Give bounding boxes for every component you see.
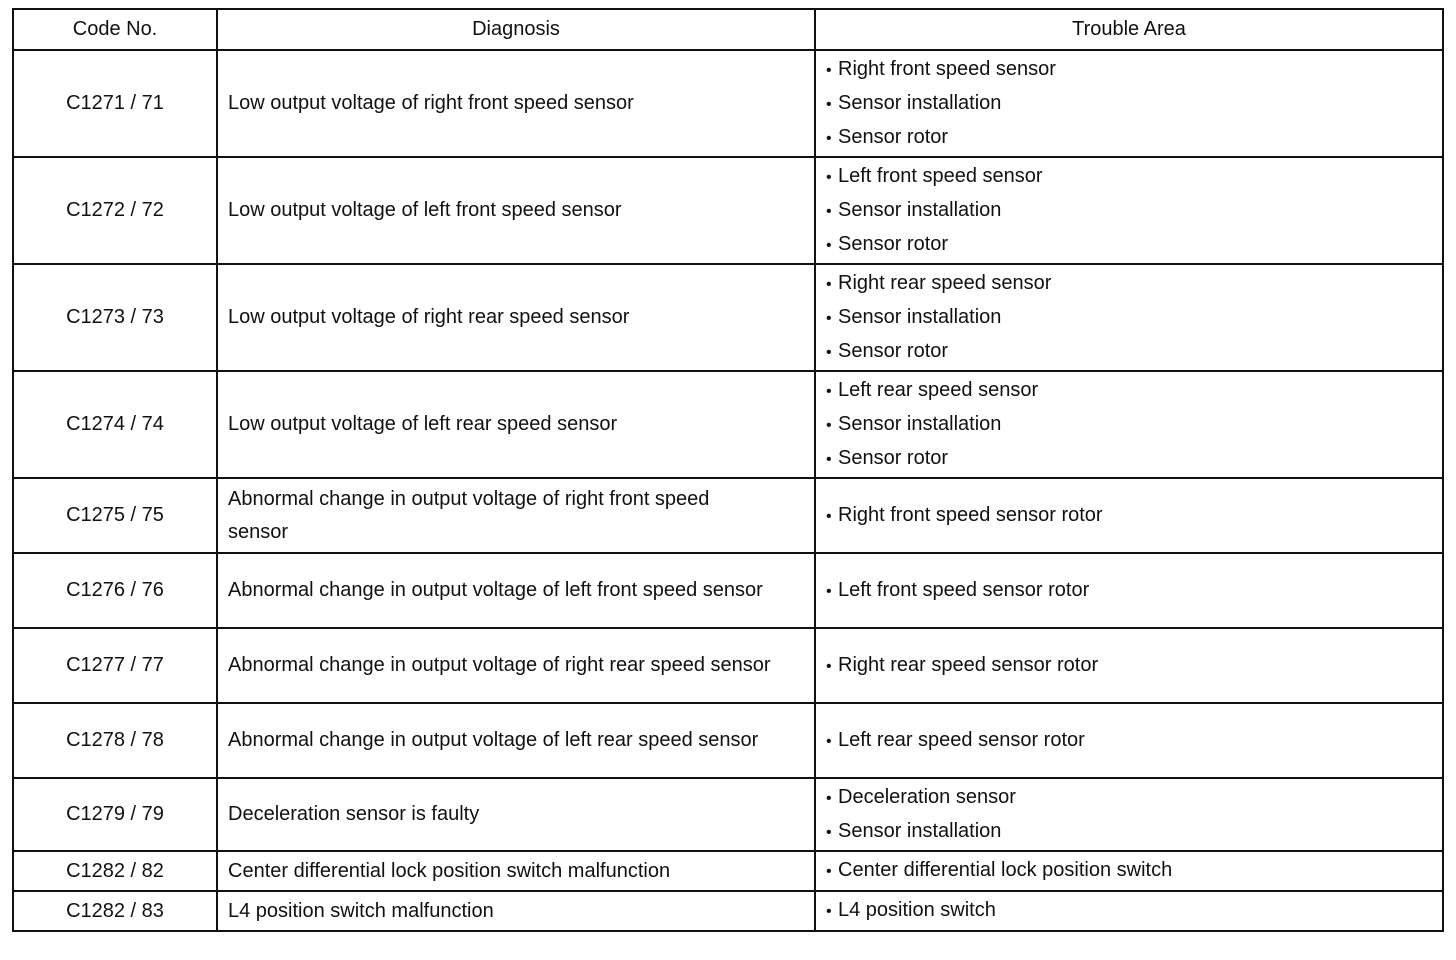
diagnosis-cell: Low output voltage of right rear speed sensor [217, 264, 815, 371]
code-cell: C1273 / 73 [13, 264, 217, 371]
diagnosis-cell: Low output voltage of left rear speed sensor [217, 371, 815, 478]
trouble-area-text: Sensor installation [838, 198, 1002, 221]
trouble-area-text: Left rear speed sensor [838, 378, 1039, 401]
trouble-area-cell [815, 50, 1443, 157]
trouble-area-cell [815, 703, 1443, 778]
table-header [13, 9, 1443, 50]
trouble-area-list [826, 160, 1442, 262]
trouble-area-text: Sensor installation [838, 91, 1002, 114]
table-row [13, 778, 1443, 851]
trouble-area-item [826, 228, 1442, 262]
trouble-area-text: Sensor installation [838, 412, 1002, 435]
header-trouble-area: Trouble Area [815, 9, 1443, 50]
trouble-area-item [826, 160, 1442, 194]
diagnosis-cell: Abnormal change in output voltage of right front speed sensor [217, 478, 815, 553]
trouble-area-list [826, 894, 1442, 928]
code-cell: C1278 / 78 [13, 703, 217, 778]
trouble-area-item [826, 374, 1442, 408]
trouble-area-cell [815, 553, 1443, 628]
bullet-icon: • [826, 129, 832, 147]
diagnosis-cell: Abnormal change in output voltage of right rear speed sensor [217, 628, 815, 703]
trouble-area-list [826, 649, 1442, 683]
bullet-icon: • [826, 863, 832, 880]
bullet-icon: • [826, 789, 832, 807]
trouble-area-text: Sensor installation [838, 819, 1002, 842]
trouble-area-cell [815, 891, 1443, 931]
trouble-area-text: Sensor installation [838, 305, 1002, 328]
table-body [13, 50, 1443, 931]
trouble-area-item [826, 649, 1442, 683]
trouble-area-item [826, 301, 1442, 335]
diagnosis-cell: Deceleration sensor is faulty [217, 778, 815, 851]
trouble-area-text: Sensor rotor [838, 446, 949, 469]
bullet-icon: • [826, 732, 832, 750]
trouble-area-item [826, 894, 1442, 928]
diagnosis-cell: Low output voltage of left front speed sensor [217, 157, 815, 264]
diagnostic-code-table [12, 8, 1444, 932]
trouble-area-item [826, 53, 1442, 87]
code-cell: C1271 / 71 [13, 50, 217, 157]
table-row [13, 264, 1443, 371]
code-cell: C1274 / 74 [13, 371, 217, 478]
table-row [13, 157, 1443, 264]
bullet-icon: • [826, 202, 832, 220]
diagnosis-cell: L4 position switch malfunction [217, 891, 815, 931]
header-diagnosis: Diagnosis [217, 9, 815, 50]
trouble-area-text: Left rear speed sensor rotor [838, 728, 1085, 751]
trouble-area-text: Right front speed sensor rotor [838, 503, 1103, 526]
trouble-area-text: Right rear speed sensor [838, 271, 1052, 294]
trouble-area-text: Deceleration sensor [838, 785, 1016, 808]
table-row [13, 851, 1443, 891]
header-code-no: Code No. [13, 9, 217, 50]
table-row [13, 891, 1443, 931]
trouble-area-text: Right rear speed sensor rotor [838, 653, 1099, 676]
code-cell: C1282 / 82 [13, 851, 217, 891]
trouble-area-text: Sensor rotor [838, 232, 949, 255]
bullet-icon: • [826, 450, 832, 468]
trouble-area-cell [815, 371, 1443, 478]
trouble-area-text: Center differential lock position switch [838, 859, 1173, 881]
code-cell: C1272 / 72 [13, 157, 217, 264]
bullet-icon: • [826, 309, 832, 327]
bullet-icon: • [826, 236, 832, 254]
trouble-area-text: Sensor rotor [838, 125, 949, 148]
trouble-area-cell [815, 157, 1443, 264]
trouble-area-text: Left front speed sensor [838, 164, 1043, 187]
trouble-area-item [826, 781, 1442, 815]
trouble-area-cell [815, 851, 1443, 891]
bullet-icon: • [826, 61, 832, 79]
bullet-icon: • [826, 95, 832, 113]
trouble-area-item [826, 854, 1442, 888]
table-row [13, 50, 1443, 157]
trouble-area-item [826, 121, 1442, 155]
trouble-area-item [826, 87, 1442, 121]
table-row [13, 703, 1443, 778]
bullet-icon: • [826, 582, 832, 600]
table-row [13, 478, 1443, 553]
bullet-icon: • [826, 823, 832, 841]
table-row [13, 628, 1443, 703]
bullet-icon: • [826, 657, 832, 675]
bullet-icon: • [826, 507, 832, 525]
trouble-area-list [826, 374, 1442, 476]
trouble-area-text: Left front speed sensor rotor [838, 578, 1090, 601]
trouble-area-list [826, 267, 1442, 369]
code-cell: C1282 / 83 [13, 891, 217, 931]
trouble-area-item [826, 815, 1442, 849]
trouble-area-item [826, 335, 1442, 369]
trouble-area-list [826, 53, 1442, 155]
trouble-area-cell [815, 778, 1443, 851]
trouble-area-text: Right front speed sensor [838, 57, 1056, 80]
diagnosis-cell: Abnormal change in output voltage of left front speed sensor [217, 553, 815, 628]
bullet-icon: • [826, 168, 832, 186]
trouble-area-item [826, 724, 1442, 758]
table-row [13, 553, 1443, 628]
trouble-area-list [826, 724, 1442, 758]
trouble-area-item [826, 408, 1442, 442]
trouble-area-item [826, 442, 1442, 476]
table-row [13, 371, 1443, 478]
trouble-area-cell [815, 628, 1443, 703]
trouble-area-item [826, 574, 1442, 608]
trouble-area-list [826, 781, 1442, 849]
code-cell: C1275 / 75 [13, 478, 217, 553]
trouble-area-list [826, 499, 1442, 533]
code-cell: C1279 / 79 [13, 778, 217, 851]
trouble-area-item [826, 194, 1442, 228]
trouble-area-item [826, 499, 1442, 533]
code-cell: C1276 / 76 [13, 553, 217, 628]
bullet-icon: • [826, 382, 832, 400]
diagnosis-cell: Abnormal change in output voltage of left rear speed sensor [217, 703, 815, 778]
trouble-area-cell [815, 478, 1443, 553]
trouble-area-text: Sensor rotor [838, 339, 949, 362]
trouble-area-list [826, 574, 1442, 608]
header-row [13, 9, 1443, 50]
trouble-area-list [826, 854, 1442, 888]
diagnosis-cell: Center differential lock position switch malfunction [217, 851, 815, 891]
bullet-icon: • [826, 343, 832, 361]
trouble-area-cell [815, 264, 1443, 371]
trouble-area-item [826, 267, 1442, 301]
code-cell: C1277 / 77 [13, 628, 217, 703]
trouble-area-text: L4 position switch [838, 899, 996, 921]
diagnosis-cell: Low output voltage of right front speed sensor [217, 50, 815, 157]
bullet-icon: • [826, 275, 832, 293]
bullet-icon: • [826, 903, 832, 920]
bullet-icon: • [826, 416, 832, 434]
